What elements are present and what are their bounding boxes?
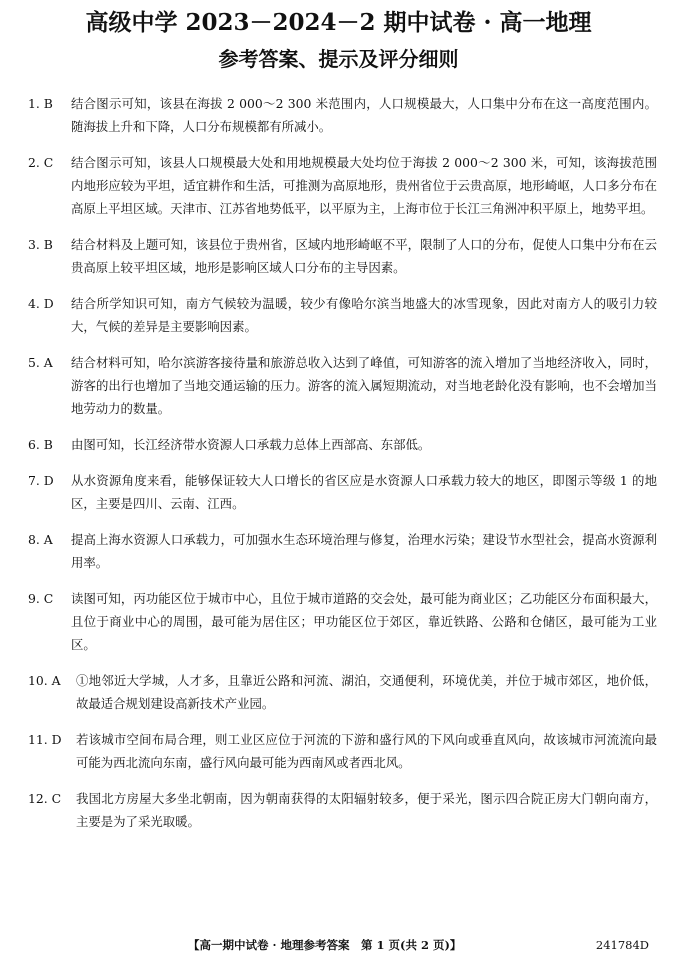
answer-explanation: 结合材料及上题可知，该县位于贵州省，区域内地形崎岖不平，限制了人口的分布，促使人口集中分布在云贵高原上较平坦区域，地形是影响区域人口分布的主导因素。 (71, 237, 657, 275)
answer-item-7 (28, 469, 657, 515)
answer-item-9 (28, 587, 657, 656)
answer-item-4 (28, 292, 657, 338)
answer-item-8 (28, 528, 657, 574)
answer-item-6 (28, 433, 657, 456)
answer-explanation: 从水资源角度来看，能够保证较大人口增长的省区应是水资源人口承载力较大的地区，即图示等级 1 的地区，主要是四川、云南、江西。 (71, 473, 657, 511)
answer-explanation: 结合图示可知，该县在海拔 2 000～2 300 米范围内，人口规模最大，人口集中分布在这一高度范围内。随海拔上升和下降，人口分布规模都有所减小。 (71, 96, 657, 134)
answer-item-3 (28, 233, 657, 279)
answer-item-5 (28, 351, 657, 420)
answer-number: 6. B (28, 437, 53, 452)
answer-item-11 (28, 728, 657, 774)
page-footer (0, 935, 677, 955)
answer-number: 3. B (28, 237, 53, 252)
answer-explanation: 结合材料可知，哈尔滨游客接待量和旅游总收入达到了峰值，可知游客的流入增加了当地经济收入，同时，游客的出行也增加了当地交通运输的压力。游客的流入属短期流动，对当地老龄化没有影响，也不会增加当地劳动力的数量。 (71, 355, 657, 416)
answer-number: 8. A (28, 532, 53, 547)
answer-list (28, 92, 657, 846)
answer-item-12 (28, 787, 657, 833)
answer-explanation: 由图可知，长江经济带水资源人口承载力总体上西部高、东部低。 (71, 437, 431, 452)
answer-item-10 (28, 669, 657, 715)
answer-explanation: 我国北方房屋大多坐北朝南，因为朝南获得的太阳辐射较多，便于采光，图示四合院正房大门朝向南方，主要是为了采光取暖。 (76, 791, 657, 829)
answer-number: 5. A (28, 355, 53, 370)
page-title: 高级中学 2023－2024－2 期中试卷 · 高一地理 (85, 9, 592, 36)
answer-number: 7. D (28, 473, 54, 488)
answer-explanation: ①地邻近大学城，人才多，且靠近公路和河流、湖泊，交通便利，环境优美，并位于城市郊区，地价低，故最适合规划建设高新技术产业园。 (76, 673, 657, 711)
answer-item-2 (28, 151, 657, 220)
answer-number: 11. D (28, 732, 62, 747)
page-subtitle: 参考答案、提示及评分细则 (218, 47, 459, 71)
footer-page-info: 【高一期中试卷 · 地理参考答案 第 1 页(共 2 页)】 (188, 938, 462, 952)
answer-number: 2. C (28, 155, 54, 170)
answer-number: 12. C (28, 791, 62, 806)
answer-explanation: 若该城市空间布局合理，则工业区应位于河流的下游和盛行风的下风向或垂直风向，故该城市河流流向最可能为西北流向东南，盛行风向最可能为西南风或者西北风。 (76, 732, 657, 770)
answer-number: 9. C (28, 591, 54, 606)
answer-explanation: 提高上海水资源人口承载力，可加强水生态环境治理与修复，治理水污染；建设节水型社会，提高水资源利用率。 (71, 532, 657, 570)
answer-number: 4. D (28, 296, 54, 311)
answer-explanation: 读图可知，丙功能区位于城市中心，且位于城市道路的交会处，最可能为商业区；乙功能区分布面积最大，且位于商业中心的周围，最可能为居住区；甲功能区位于郊区，靠近铁路、公路和仓储区，最可能为工业区。 (71, 591, 657, 652)
answer-item-1 (28, 92, 657, 138)
footer-code: 241784D (595, 938, 649, 952)
answer-explanation: 结合图示可知，该县人口规模最大处和用地规模最大处均位于海拔 2 000～2 300 米，可知，该海拔范围内地形应较为平坦，适宜耕作和生活，可推测为高原地形，贵州省位于云贵高原，地形崎岖，人口多分布在高原上平坦区域。天津市、江苏省地势低平，以平原为主，上海市位于长江三角洲冲积平原上，地势平坦。 (71, 155, 657, 216)
answer-number: 1. B (28, 96, 53, 111)
answer-explanation: 结合所学知识可知，南方气候较为温暖，较少有像哈尔滨当地盛大的冰雪现象，因此对南方人的吸引力较大，气候的差异是主要影响因素。 (71, 296, 657, 334)
answer-number: 10. A (28, 673, 61, 688)
